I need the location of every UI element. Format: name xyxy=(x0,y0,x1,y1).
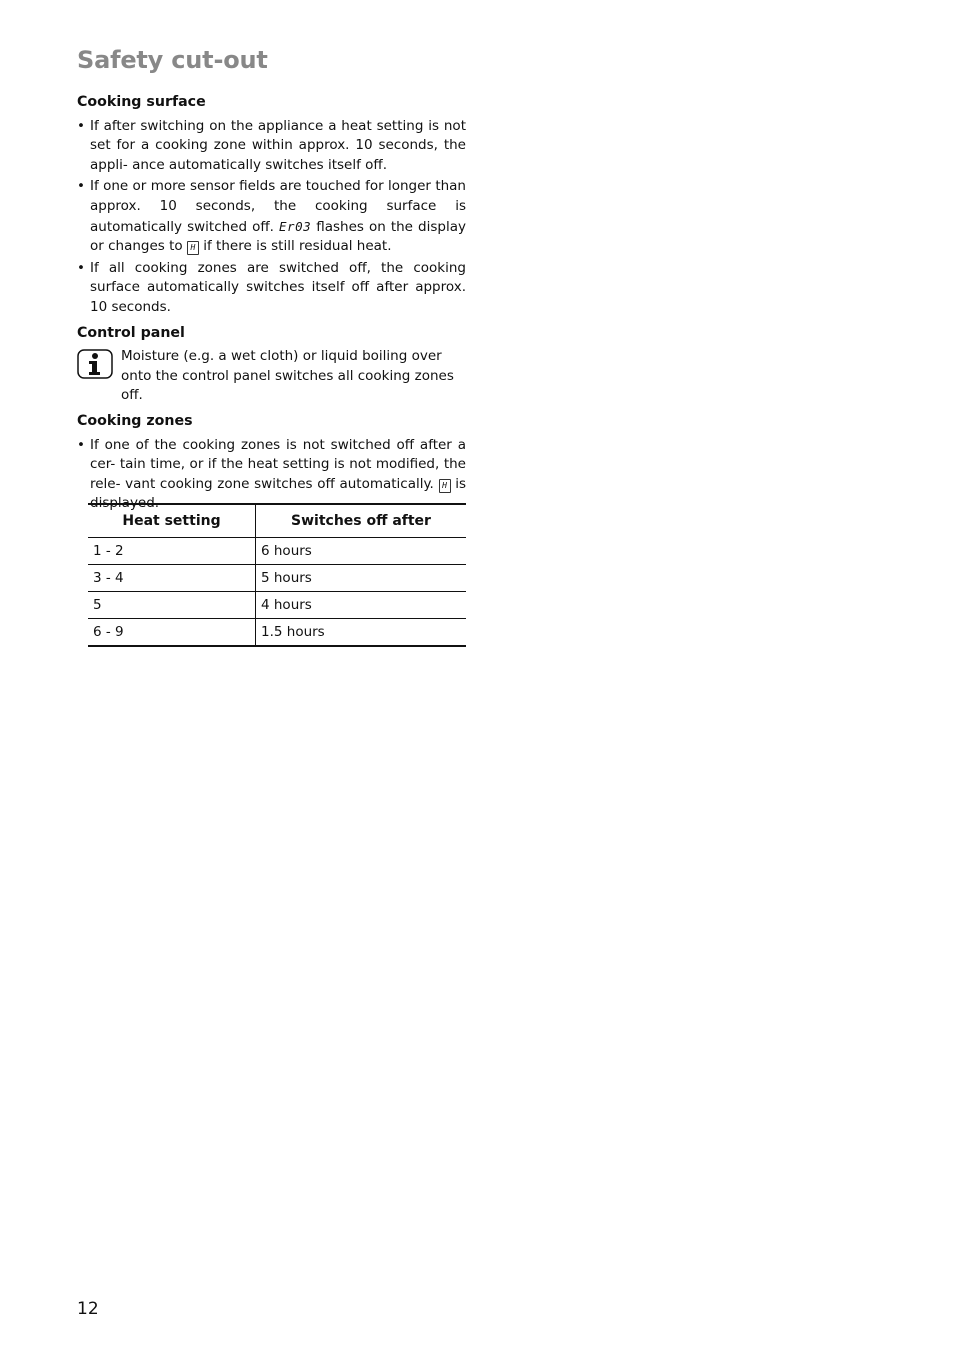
list-item: • If one or more sensor fields are touched for longer than approx. 10 seconds, the cooking surface is automatically switched off. Er03 flashes on the display or changes to H if there is still residual heat. xyxy=(77,177,466,256)
page-title: Safety cut-out xyxy=(77,46,268,74)
table-cell: 5 hours xyxy=(256,565,467,592)
column-header: Heat setting xyxy=(88,504,256,538)
residual-heat-symbol: H xyxy=(439,479,451,493)
table-cell: 6 hours xyxy=(256,538,467,565)
table-cell: 6 - 9 xyxy=(88,619,256,647)
cooking-surface-list xyxy=(77,117,466,318)
list-item: • If one of the cooking zones is not switched off after a cer- tain time, or if the heat setting is not modified, the rele- vant cooking zone switches off automatically. H is displayed. xyxy=(77,436,466,514)
table-cell: 1 - 2 xyxy=(88,538,256,565)
table-row xyxy=(88,619,466,647)
section-heading-control-panel: Control panel xyxy=(77,324,185,341)
table-cell: 4 hours xyxy=(256,592,467,619)
table-cell: 5 xyxy=(88,592,256,619)
table-cell: 3 - 4 xyxy=(88,565,256,592)
table-header-row xyxy=(88,504,466,538)
residual-heat-symbol: H xyxy=(187,241,199,255)
error-code-display: Er03 xyxy=(279,218,312,234)
page-number: 12 xyxy=(77,1299,99,1319)
note-text: Moisture (e.g. a wet cloth) or liquid boiling over onto the control panel switches all cooking zones off. xyxy=(121,348,454,404)
section-heading-cooking-surface: Cooking surface xyxy=(77,94,206,110)
content-column xyxy=(77,93,466,516)
table-row xyxy=(88,538,466,565)
heat-setting-table xyxy=(88,503,466,647)
section-heading-cooking-zones: Cooking zones xyxy=(77,412,193,429)
list-item: • If after switching on the appliance a heat setting is not set for a cooking zone within approx. 10 seconds, the appli- ance automatically switches itself off. xyxy=(77,117,466,176)
info-note xyxy=(77,347,466,406)
info-icon xyxy=(77,349,113,379)
table-row xyxy=(88,592,466,619)
table-cell: 1.5 hours xyxy=(256,619,467,647)
column-header: Switches off after xyxy=(256,504,467,538)
table-row xyxy=(88,565,466,592)
list-item: • If all cooking zones are switched off, the cooking surface automatically switches itself off after approx. 10 seconds. xyxy=(77,259,466,318)
